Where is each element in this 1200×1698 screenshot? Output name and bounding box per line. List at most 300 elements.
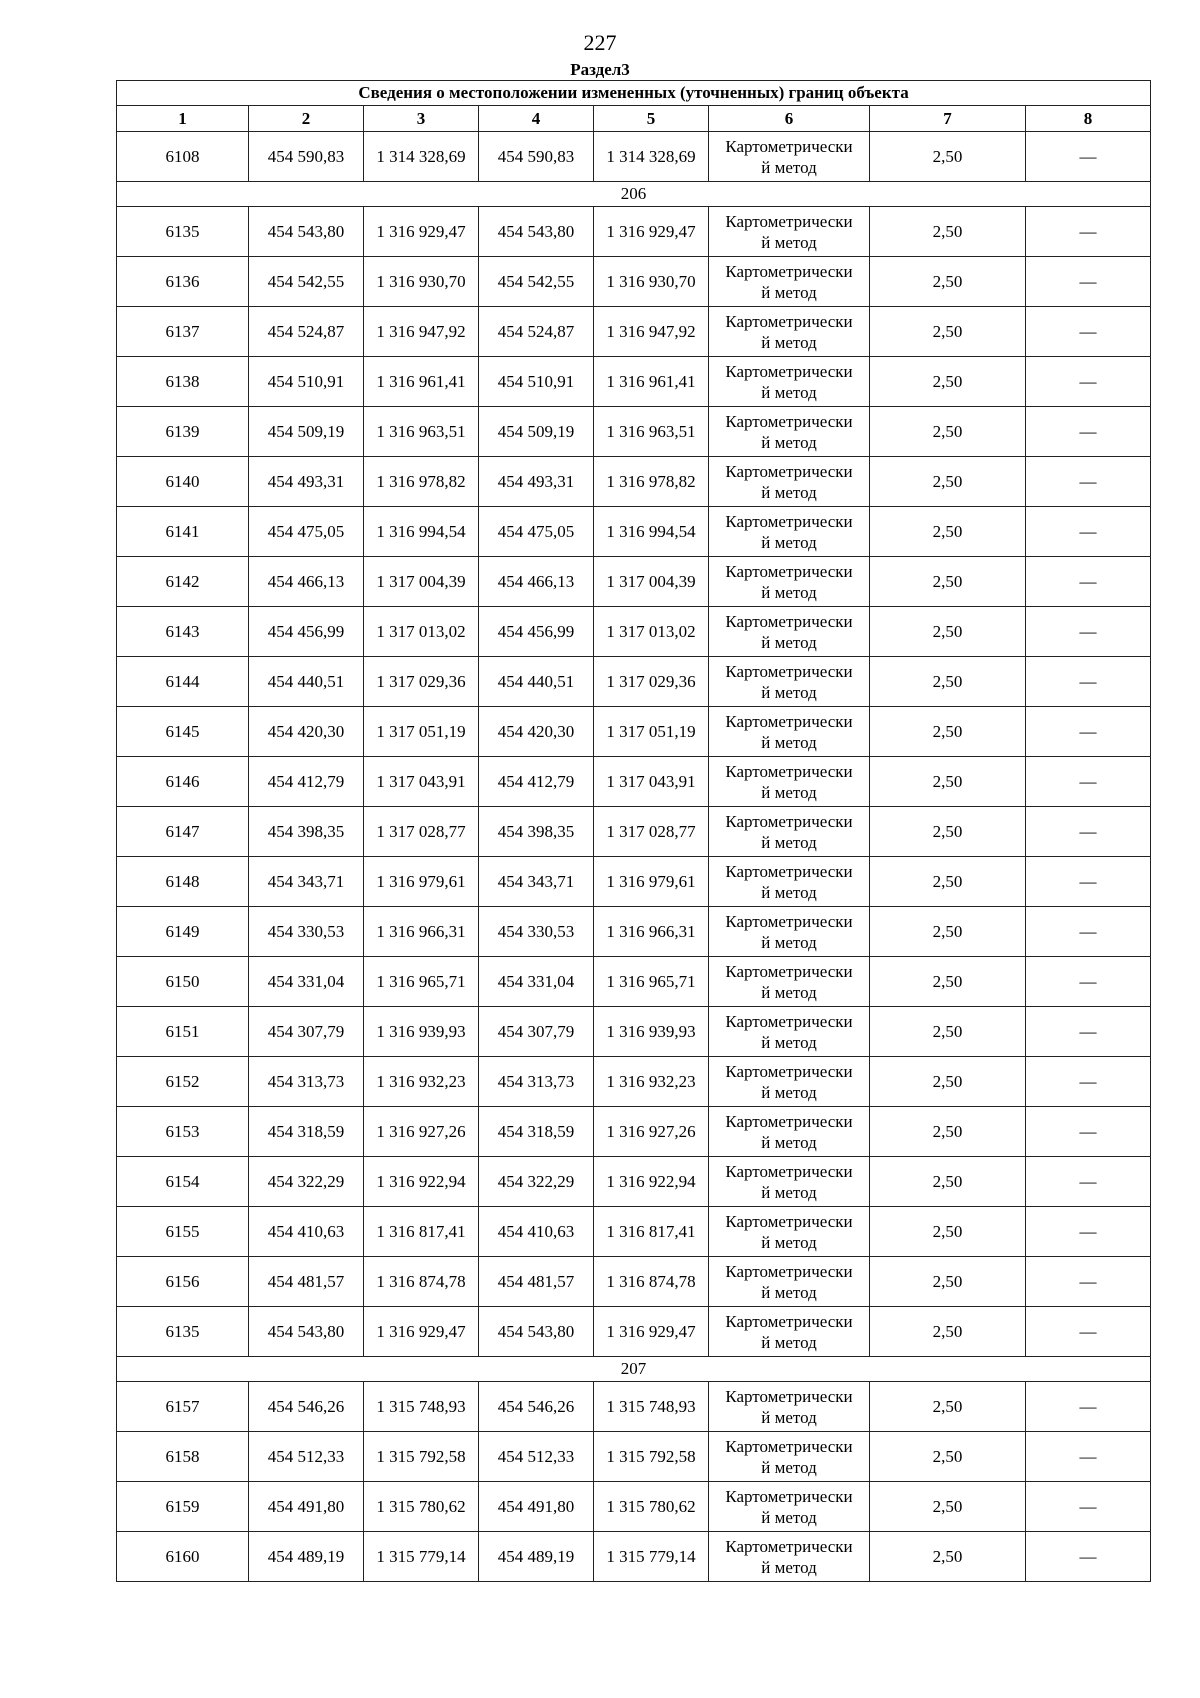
point-number-cell: 6136 [117,257,249,307]
y-existing-cell: 1 317 028,77 [364,807,479,857]
method-line-1: Картометрически [725,1436,853,1456]
x-refined-cell: 454 322,29 [479,1157,594,1207]
y-refined-cell: 1 315 792,58 [594,1432,709,1482]
x-existing-cell: 454 489,19 [249,1532,364,1582]
table-row [117,707,1151,757]
method-cell [709,507,870,557]
y-existing-cell: 1 316 930,70 [364,257,479,307]
x-refined-cell: 454 524,87 [479,307,594,357]
method-cell [709,807,870,857]
x-existing-cell: 454 331,04 [249,957,364,1007]
accuracy-cell: 2,50 [870,557,1026,607]
method-cell [709,257,870,307]
method-cell [709,1007,870,1057]
point-number-cell: 6144 [117,657,249,707]
y-refined-cell: 1 315 748,93 [594,1382,709,1432]
point-number-cell: 6149 [117,907,249,957]
method-line-2: й метод [761,982,817,1002]
y-refined-cell: 1 316 994,54 [594,507,709,557]
method-line-1: Картометрически [725,1211,853,1231]
method-line-2: й метод [761,882,817,902]
note-cell: — [1026,607,1151,657]
x-existing-cell: 454 475,05 [249,507,364,557]
x-refined-cell: 454 546,26 [479,1382,594,1432]
point-number-cell: 6143 [117,607,249,657]
y-existing-cell: 1 317 013,02 [364,607,479,657]
x-existing-cell: 454 322,29 [249,1157,364,1207]
method-cell [709,1382,870,1432]
table-row [117,132,1151,182]
column-number-4: 4 [479,106,594,132]
table-row [117,457,1151,507]
method-line-2: й метод [761,832,817,852]
table-row [117,1057,1151,1107]
method-line-1: Картометрически [725,461,853,481]
y-existing-cell: 1 317 043,91 [364,757,479,807]
group-label: 206 [117,182,1151,207]
accuracy-cell: 2,50 [870,507,1026,557]
method-line-2: й метод [761,632,817,652]
accuracy-cell: 2,50 [870,1007,1026,1057]
y-existing-cell: 1 315 779,14 [364,1532,479,1582]
y-existing-cell: 1 317 029,36 [364,657,479,707]
table-row [117,307,1151,357]
y-existing-cell: 1 316 874,78 [364,1257,479,1307]
point-number-cell: 6158 [117,1432,249,1482]
accuracy-cell: 2,50 [870,957,1026,1007]
x-refined-cell: 454 509,19 [479,407,594,457]
y-refined-cell: 1 317 051,19 [594,707,709,757]
method-cell [709,1057,870,1107]
y-refined-cell: 1 316 961,41 [594,357,709,407]
method-cell [709,307,870,357]
accuracy-cell: 2,50 [870,207,1026,257]
group-label: 207 [117,1357,1151,1382]
y-refined-cell: 1 316 927,26 [594,1107,709,1157]
y-refined-cell: 1 316 963,51 [594,407,709,457]
method-line-1: Картометрически [725,1536,853,1556]
point-number-cell: 6157 [117,1382,249,1432]
method-line-1: Картометрически [725,1311,853,1331]
table-row [117,557,1151,607]
table-row [117,1007,1151,1057]
accuracy-cell: 2,50 [870,1482,1026,1532]
table-row [117,657,1151,707]
x-existing-cell: 454 440,51 [249,657,364,707]
y-refined-cell: 1 316 947,92 [594,307,709,357]
point-number-cell: 6156 [117,1257,249,1307]
point-number-cell: 6108 [117,132,249,182]
method-cell [709,1432,870,1482]
accuracy-cell: 2,50 [870,1532,1026,1582]
method-cell [709,407,870,457]
x-refined-cell: 454 318,59 [479,1107,594,1157]
method-cell [709,557,870,607]
table-caption: Сведения о местоположении измененных (уточненных) границ объекта [117,81,1151,106]
y-refined-cell: 1 316 930,70 [594,257,709,307]
x-refined-cell: 454 440,51 [479,657,594,707]
y-refined-cell: 1 317 029,36 [594,657,709,707]
x-existing-cell: 454 420,30 [249,707,364,757]
y-existing-cell: 1 316 929,47 [364,1307,479,1357]
accuracy-cell: 2,50 [870,357,1026,407]
note-cell: — [1026,407,1151,457]
table-row [117,607,1151,657]
y-existing-cell: 1 317 051,19 [364,707,479,757]
method-line-2: й метод [761,1332,817,1352]
x-refined-cell: 454 410,63 [479,1207,594,1257]
method-line-2: й метод [761,1032,817,1052]
y-existing-cell: 1 316 979,61 [364,857,479,907]
method-cell [709,207,870,257]
y-existing-cell: 1 314 328,69 [364,132,479,182]
method-line-1: Картометрически [725,711,853,731]
x-refined-cell: 454 491,80 [479,1482,594,1532]
x-refined-cell: 454 512,33 [479,1432,594,1482]
method-line-2: й метод [761,532,817,552]
table-row [117,757,1151,807]
note-cell: — [1026,1157,1151,1207]
group-header-row [117,182,1151,207]
x-existing-cell: 454 330,53 [249,907,364,957]
y-existing-cell: 1 317 004,39 [364,557,479,607]
column-number-2: 2 [249,106,364,132]
method-line-1: Картометрически [725,661,853,681]
y-existing-cell: 1 316 939,93 [364,1007,479,1057]
y-refined-cell: 1 316 929,47 [594,1307,709,1357]
accuracy-cell: 2,50 [870,1382,1026,1432]
point-number-cell: 6140 [117,457,249,507]
y-refined-cell: 1 316 929,47 [594,207,709,257]
x-refined-cell: 454 398,35 [479,807,594,857]
method-cell [709,1307,870,1357]
accuracy-cell: 2,50 [870,857,1026,907]
method-line-2: й метод [761,1232,817,1252]
note-cell: — [1026,557,1151,607]
table-row [117,1432,1151,1482]
method-line-1: Картометрически [725,311,853,331]
point-number-cell: 6153 [117,1107,249,1157]
method-line-1: Картометрически [725,911,853,931]
note-cell: — [1026,707,1151,757]
method-line-1: Картометрически [725,411,853,431]
x-refined-cell: 454 481,57 [479,1257,594,1307]
accuracy-cell: 2,50 [870,132,1026,182]
point-number-cell: 6155 [117,1207,249,1257]
y-refined-cell: 1 316 922,94 [594,1157,709,1207]
method-line-1: Картометрически [725,1111,853,1131]
accuracy-cell: 2,50 [870,907,1026,957]
note-cell: — [1026,1257,1151,1307]
table-row [117,407,1151,457]
x-refined-cell: 454 307,79 [479,1007,594,1057]
method-cell [709,857,870,907]
point-number-cell: 6141 [117,507,249,557]
accuracy-cell: 2,50 [870,707,1026,757]
method-line-2: й метод [761,382,817,402]
y-existing-cell: 1 316 922,94 [364,1157,479,1207]
note-cell: — [1026,1382,1151,1432]
note-cell: — [1026,807,1151,857]
x-existing-cell: 454 543,80 [249,207,364,257]
accuracy-cell: 2,50 [870,1157,1026,1207]
y-refined-cell: 1 317 043,91 [594,757,709,807]
note-cell: — [1026,1307,1151,1357]
method-line-1: Картометрически [725,761,853,781]
x-existing-cell: 454 510,91 [249,357,364,407]
note-cell: — [1026,857,1151,907]
accuracy-cell: 2,50 [870,657,1026,707]
column-number-7: 7 [870,106,1026,132]
accuracy-cell: 2,50 [870,407,1026,457]
column-number-5: 5 [594,106,709,132]
point-number-cell: 6152 [117,1057,249,1107]
method-line-2: й метод [761,682,817,702]
x-existing-cell: 454 412,79 [249,757,364,807]
note-cell: — [1026,907,1151,957]
method-cell [709,607,870,657]
method-line-1: Картометрически [725,1161,853,1181]
table-row [117,1532,1151,1582]
method-line-1: Картометрически [725,211,853,231]
y-refined-cell: 1 316 932,23 [594,1057,709,1107]
accuracy-cell: 2,50 [870,607,1026,657]
method-line-2: й метод [761,1457,817,1477]
boundary-coordinates-table [116,80,1151,1582]
x-existing-cell: 454 491,80 [249,1482,364,1532]
column-number-8: 8 [1026,106,1151,132]
section-title: Раздел3 [570,60,630,79]
point-number-cell: 6151 [117,1007,249,1057]
accuracy-cell: 2,50 [870,757,1026,807]
method-line-1: Картометрически [725,1386,853,1406]
x-existing-cell: 454 481,57 [249,1257,364,1307]
y-refined-cell: 1 317 013,02 [594,607,709,657]
note-cell: — [1026,1532,1151,1582]
method-line-2: й метод [761,432,817,452]
method-line-2: й метод [761,582,817,602]
note-cell: — [1026,507,1151,557]
note-cell: — [1026,657,1151,707]
point-number-cell: 6139 [117,407,249,457]
x-refined-cell: 454 590,83 [479,132,594,182]
method-line-2: й метод [761,1557,817,1577]
x-existing-cell: 454 456,99 [249,607,364,657]
accuracy-cell: 2,50 [870,1257,1026,1307]
y-refined-cell: 1 314 328,69 [594,132,709,182]
method-line-2: й метод [761,157,817,177]
method-line-1: Картометрически [725,611,853,631]
y-refined-cell: 1 316 979,61 [594,857,709,907]
x-refined-cell: 454 543,80 [479,207,594,257]
method-cell [709,1482,870,1532]
accuracy-cell: 2,50 [870,1057,1026,1107]
method-line-1: Картометрически [725,561,853,581]
x-refined-cell: 454 489,19 [479,1532,594,1582]
method-cell [709,657,870,707]
note-cell: — [1026,1432,1151,1482]
point-number-cell: 6160 [117,1532,249,1582]
x-existing-cell: 454 318,59 [249,1107,364,1157]
method-line-2: й метод [761,1082,817,1102]
x-existing-cell: 454 410,63 [249,1207,364,1257]
table-row [117,1207,1151,1257]
page-number: 227 [583,30,617,55]
x-refined-cell: 454 343,71 [479,857,594,907]
note-cell: — [1026,1482,1151,1532]
y-refined-cell: 1 316 874,78 [594,1257,709,1307]
x-refined-cell: 454 493,31 [479,457,594,507]
x-existing-cell: 454 493,31 [249,457,364,507]
method-cell [709,1257,870,1307]
table-row [117,207,1151,257]
point-number-cell: 6146 [117,757,249,807]
column-number-row [117,106,1151,132]
accuracy-cell: 2,50 [870,1307,1026,1357]
table-row [117,1257,1151,1307]
note-cell: — [1026,457,1151,507]
y-refined-cell: 1 315 779,14 [594,1532,709,1582]
method-line-2: й метод [761,1132,817,1152]
y-refined-cell: 1 317 004,39 [594,557,709,607]
note-cell: — [1026,957,1151,1007]
method-cell [709,1107,870,1157]
point-number-cell: 6159 [117,1482,249,1532]
method-line-1: Картометрически [725,361,853,381]
x-existing-cell: 454 590,83 [249,132,364,182]
x-existing-cell: 454 546,26 [249,1382,364,1432]
method-line-2: й метод [761,1407,817,1427]
table-row [117,907,1151,957]
table-row [117,507,1151,557]
table-row [117,957,1151,1007]
point-number-cell: 6150 [117,957,249,1007]
point-number-cell: 6154 [117,1157,249,1207]
x-existing-cell: 454 398,35 [249,807,364,857]
x-existing-cell: 454 512,33 [249,1432,364,1482]
table-row [117,1482,1151,1532]
x-refined-cell: 454 330,53 [479,907,594,957]
x-existing-cell: 454 509,19 [249,407,364,457]
method-line-2: й метод [761,932,817,952]
method-line-2: й метод [761,1507,817,1527]
y-existing-cell: 1 315 780,62 [364,1482,479,1532]
table-row [117,1307,1151,1357]
y-existing-cell: 1 315 792,58 [364,1432,479,1482]
point-number-cell: 6135 [117,207,249,257]
x-refined-cell: 454 543,80 [479,1307,594,1357]
accuracy-cell: 2,50 [870,1432,1026,1482]
table-row [117,1107,1151,1157]
method-line-2: й метод [761,232,817,252]
note-cell: — [1026,257,1151,307]
table-row [117,1382,1151,1432]
method-line-2: й метод [761,282,817,302]
note-cell: — [1026,357,1151,407]
point-number-cell: 6147 [117,807,249,857]
x-refined-cell: 454 420,30 [479,707,594,757]
table-row [117,807,1151,857]
y-refined-cell: 1 316 965,71 [594,957,709,1007]
y-refined-cell: 1 316 966,31 [594,907,709,957]
method-cell [709,757,870,807]
method-cell [709,907,870,957]
method-cell [709,357,870,407]
note-cell: — [1026,1057,1151,1107]
accuracy-cell: 2,50 [870,457,1026,507]
column-number-1: 1 [117,106,249,132]
y-existing-cell: 1 316 965,71 [364,957,479,1007]
note-cell: — [1026,132,1151,182]
note-cell: — [1026,207,1151,257]
point-number-cell: 6148 [117,857,249,907]
method-line-2: й метод [761,1282,817,1302]
point-number-cell: 6138 [117,357,249,407]
method-line-2: й метод [761,332,817,352]
group-header-row [117,1357,1151,1382]
note-cell: — [1026,1007,1151,1057]
method-line-1: Картометрически [725,1486,853,1506]
y-refined-cell: 1 316 817,41 [594,1207,709,1257]
note-cell: — [1026,307,1151,357]
y-existing-cell: 1 316 994,54 [364,507,479,557]
x-refined-cell: 454 456,99 [479,607,594,657]
y-refined-cell: 1 316 939,93 [594,1007,709,1057]
method-line-1: Картометрически [725,1061,853,1081]
method-line-1: Картометрически [725,861,853,881]
x-existing-cell: 454 543,80 [249,1307,364,1357]
method-line-2: й метод [761,782,817,802]
y-existing-cell: 1 316 978,82 [364,457,479,507]
x-existing-cell: 454 524,87 [249,307,364,357]
x-existing-cell: 454 542,55 [249,257,364,307]
y-refined-cell: 1 315 780,62 [594,1482,709,1532]
y-existing-cell: 1 316 947,92 [364,307,479,357]
method-line-2: й метод [761,1182,817,1202]
table-row [117,257,1151,307]
y-existing-cell: 1 316 961,41 [364,357,479,407]
point-number-cell: 6145 [117,707,249,757]
x-existing-cell: 454 313,73 [249,1057,364,1107]
method-cell [709,957,870,1007]
x-existing-cell: 454 307,79 [249,1007,364,1057]
method-line-2: й метод [761,482,817,502]
method-cell [709,1157,870,1207]
accuracy-cell: 2,50 [870,1207,1026,1257]
y-existing-cell: 1 316 817,41 [364,1207,479,1257]
method-line-2: й метод [761,732,817,752]
x-refined-cell: 454 412,79 [479,757,594,807]
method-line-1: Картометрически [725,811,853,831]
column-number-3: 3 [364,106,479,132]
table-body [117,132,1151,1582]
accuracy-cell: 2,50 [870,1107,1026,1157]
y-existing-cell: 1 315 748,93 [364,1382,479,1432]
x-refined-cell: 454 466,13 [479,557,594,607]
method-cell [709,1532,870,1582]
x-existing-cell: 454 343,71 [249,857,364,907]
column-number-6: 6 [709,106,870,132]
method-cell [709,1207,870,1257]
note-cell: — [1026,1207,1151,1257]
method-cell [709,132,870,182]
y-existing-cell: 1 316 966,31 [364,907,479,957]
note-cell: — [1026,757,1151,807]
method-line-1: Картометрически [725,261,853,281]
x-refined-cell: 454 475,05 [479,507,594,557]
method-line-1: Картометрически [725,1261,853,1281]
point-number-cell: 6142 [117,557,249,607]
